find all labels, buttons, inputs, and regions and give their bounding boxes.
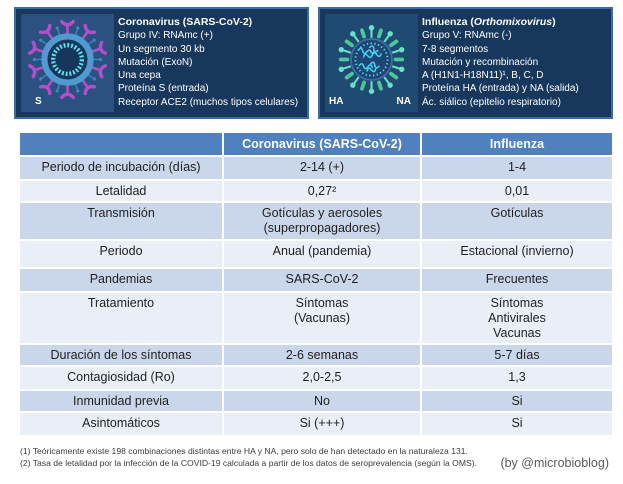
cov-value: Anual (pandemia) [224, 241, 420, 267]
coronavirus-fact: Una cepa [118, 70, 161, 82]
table-row [20, 157, 612, 179]
influenza-fact: Proteína HA (entrada) y NA (salida) [422, 83, 579, 95]
flu-value: Si [422, 391, 612, 411]
influenza-title: Influenza (Orthomixovirus) [422, 16, 556, 28]
table-row [20, 293, 612, 343]
flu-value: Frecuentes [422, 269, 612, 291]
coronavirus-fact: Proteína S (entrada) [118, 83, 209, 95]
table-row [20, 203, 612, 239]
author-byline: (by @microbioblog) [500, 456, 609, 470]
hemagglutinin-label: HA [329, 96, 344, 107]
cov-value: Si (+++) [224, 413, 420, 435]
table-row [20, 181, 612, 201]
coronavirus-title: Coronavirus (SARS-CoV-2) [118, 16, 253, 28]
table-row [20, 241, 612, 267]
row-label: Asintomáticos [20, 413, 222, 435]
row-label: Letalidad [20, 181, 222, 201]
header-empty-cell [20, 133, 222, 155]
flu-value: Estacional (invierno) [422, 241, 612, 267]
cov-value: 2-6 semanas [224, 345, 420, 365]
row-label: Tratamiento [20, 293, 222, 343]
coronavirus-facts [118, 9, 300, 117]
table-row [20, 391, 612, 411]
influenza-panel [318, 7, 613, 119]
cov-value: 0,27² [224, 181, 420, 201]
coronavirus-illustration [21, 14, 114, 112]
header-coronavirus: Coronavirus (SARS-CoV-2) [224, 133, 420, 155]
influenza-fact: Ác. siálico (epitelio respiratorio) [422, 96, 561, 108]
influenza-facts [422, 9, 581, 117]
footnote-2: (2) Tasa de letalidad por la infección de la COVID-19 calculada a partir de los datos de seroprevalencia (según la OMS). [20, 457, 477, 468]
footnote-1: (1) Teóricamente existe 198 combinaciones distintas entre HA y NA, pero solo de han detectado en la naturaleza 131. [20, 446, 468, 456]
row-label: Inmunidad previa [20, 391, 222, 411]
influenza-fact: 7-8 segmentos [422, 43, 489, 55]
row-label: Transmisión [20, 203, 222, 239]
influenza-fact: Grupo V: RNAmc (-) [422, 30, 512, 42]
flu-value: 0,01 [422, 181, 612, 201]
table-header-row [20, 133, 612, 155]
coronavirus-icon [24, 16, 111, 103]
coronavirus-fact: Mutación (ExoN) [118, 56, 193, 68]
table-row [20, 367, 612, 389]
flu-value: 5-7 días [422, 345, 612, 365]
flu-value: Síntomas Antivirales Vacunas [422, 293, 612, 343]
footnotes [20, 446, 477, 469]
row-label: Periodo de incubación (días) [20, 157, 222, 179]
coronavirus-fact: Grupo IV: RNAmc (+) [118, 30, 213, 42]
flu-value: 1,3 [422, 367, 612, 389]
header-influenza: Influenza [422, 133, 612, 155]
cov-value: SARS-CoV-2 [224, 269, 420, 291]
influenza-icon [328, 16, 415, 103]
cov-value: Gotículas y aerosoles (superpropagadores) [224, 203, 420, 239]
neuraminidase-label: NA [396, 96, 411, 107]
coronavirus-fact: Un segmento 30 kb [118, 43, 205, 55]
comparison-table [18, 131, 614, 437]
cov-value: 2,0-2,5 [224, 367, 420, 389]
row-label: Duración de los síntomas [20, 345, 222, 365]
influenza-fact: Mutación y recombinación [422, 56, 539, 68]
influenza-fact: A (H1N1-H18N11)¹, B, C, D [422, 70, 544, 82]
cov-value: 2-14 (+) [224, 157, 420, 179]
row-label: Contagiosidad (Ro) [20, 367, 222, 389]
table-row [20, 413, 612, 435]
spike-protein-label: S [35, 96, 42, 107]
flu-value: Gotículas [422, 203, 612, 239]
flu-value: 1-4 [422, 157, 612, 179]
coronavirus-panel [14, 7, 309, 119]
influenza-illustration [325, 14, 418, 112]
row-label: Pandemias [20, 269, 222, 291]
table-row [20, 269, 612, 291]
row-label: Periodo [20, 241, 222, 267]
flu-value: Si [422, 413, 612, 435]
table-row [20, 345, 612, 365]
cov-value: Síntomas (Vacunas) [224, 293, 420, 343]
coronavirus-fact: Receptor ACE2 (muchos tipos celulares) [118, 96, 299, 108]
cov-value: No [224, 391, 420, 411]
